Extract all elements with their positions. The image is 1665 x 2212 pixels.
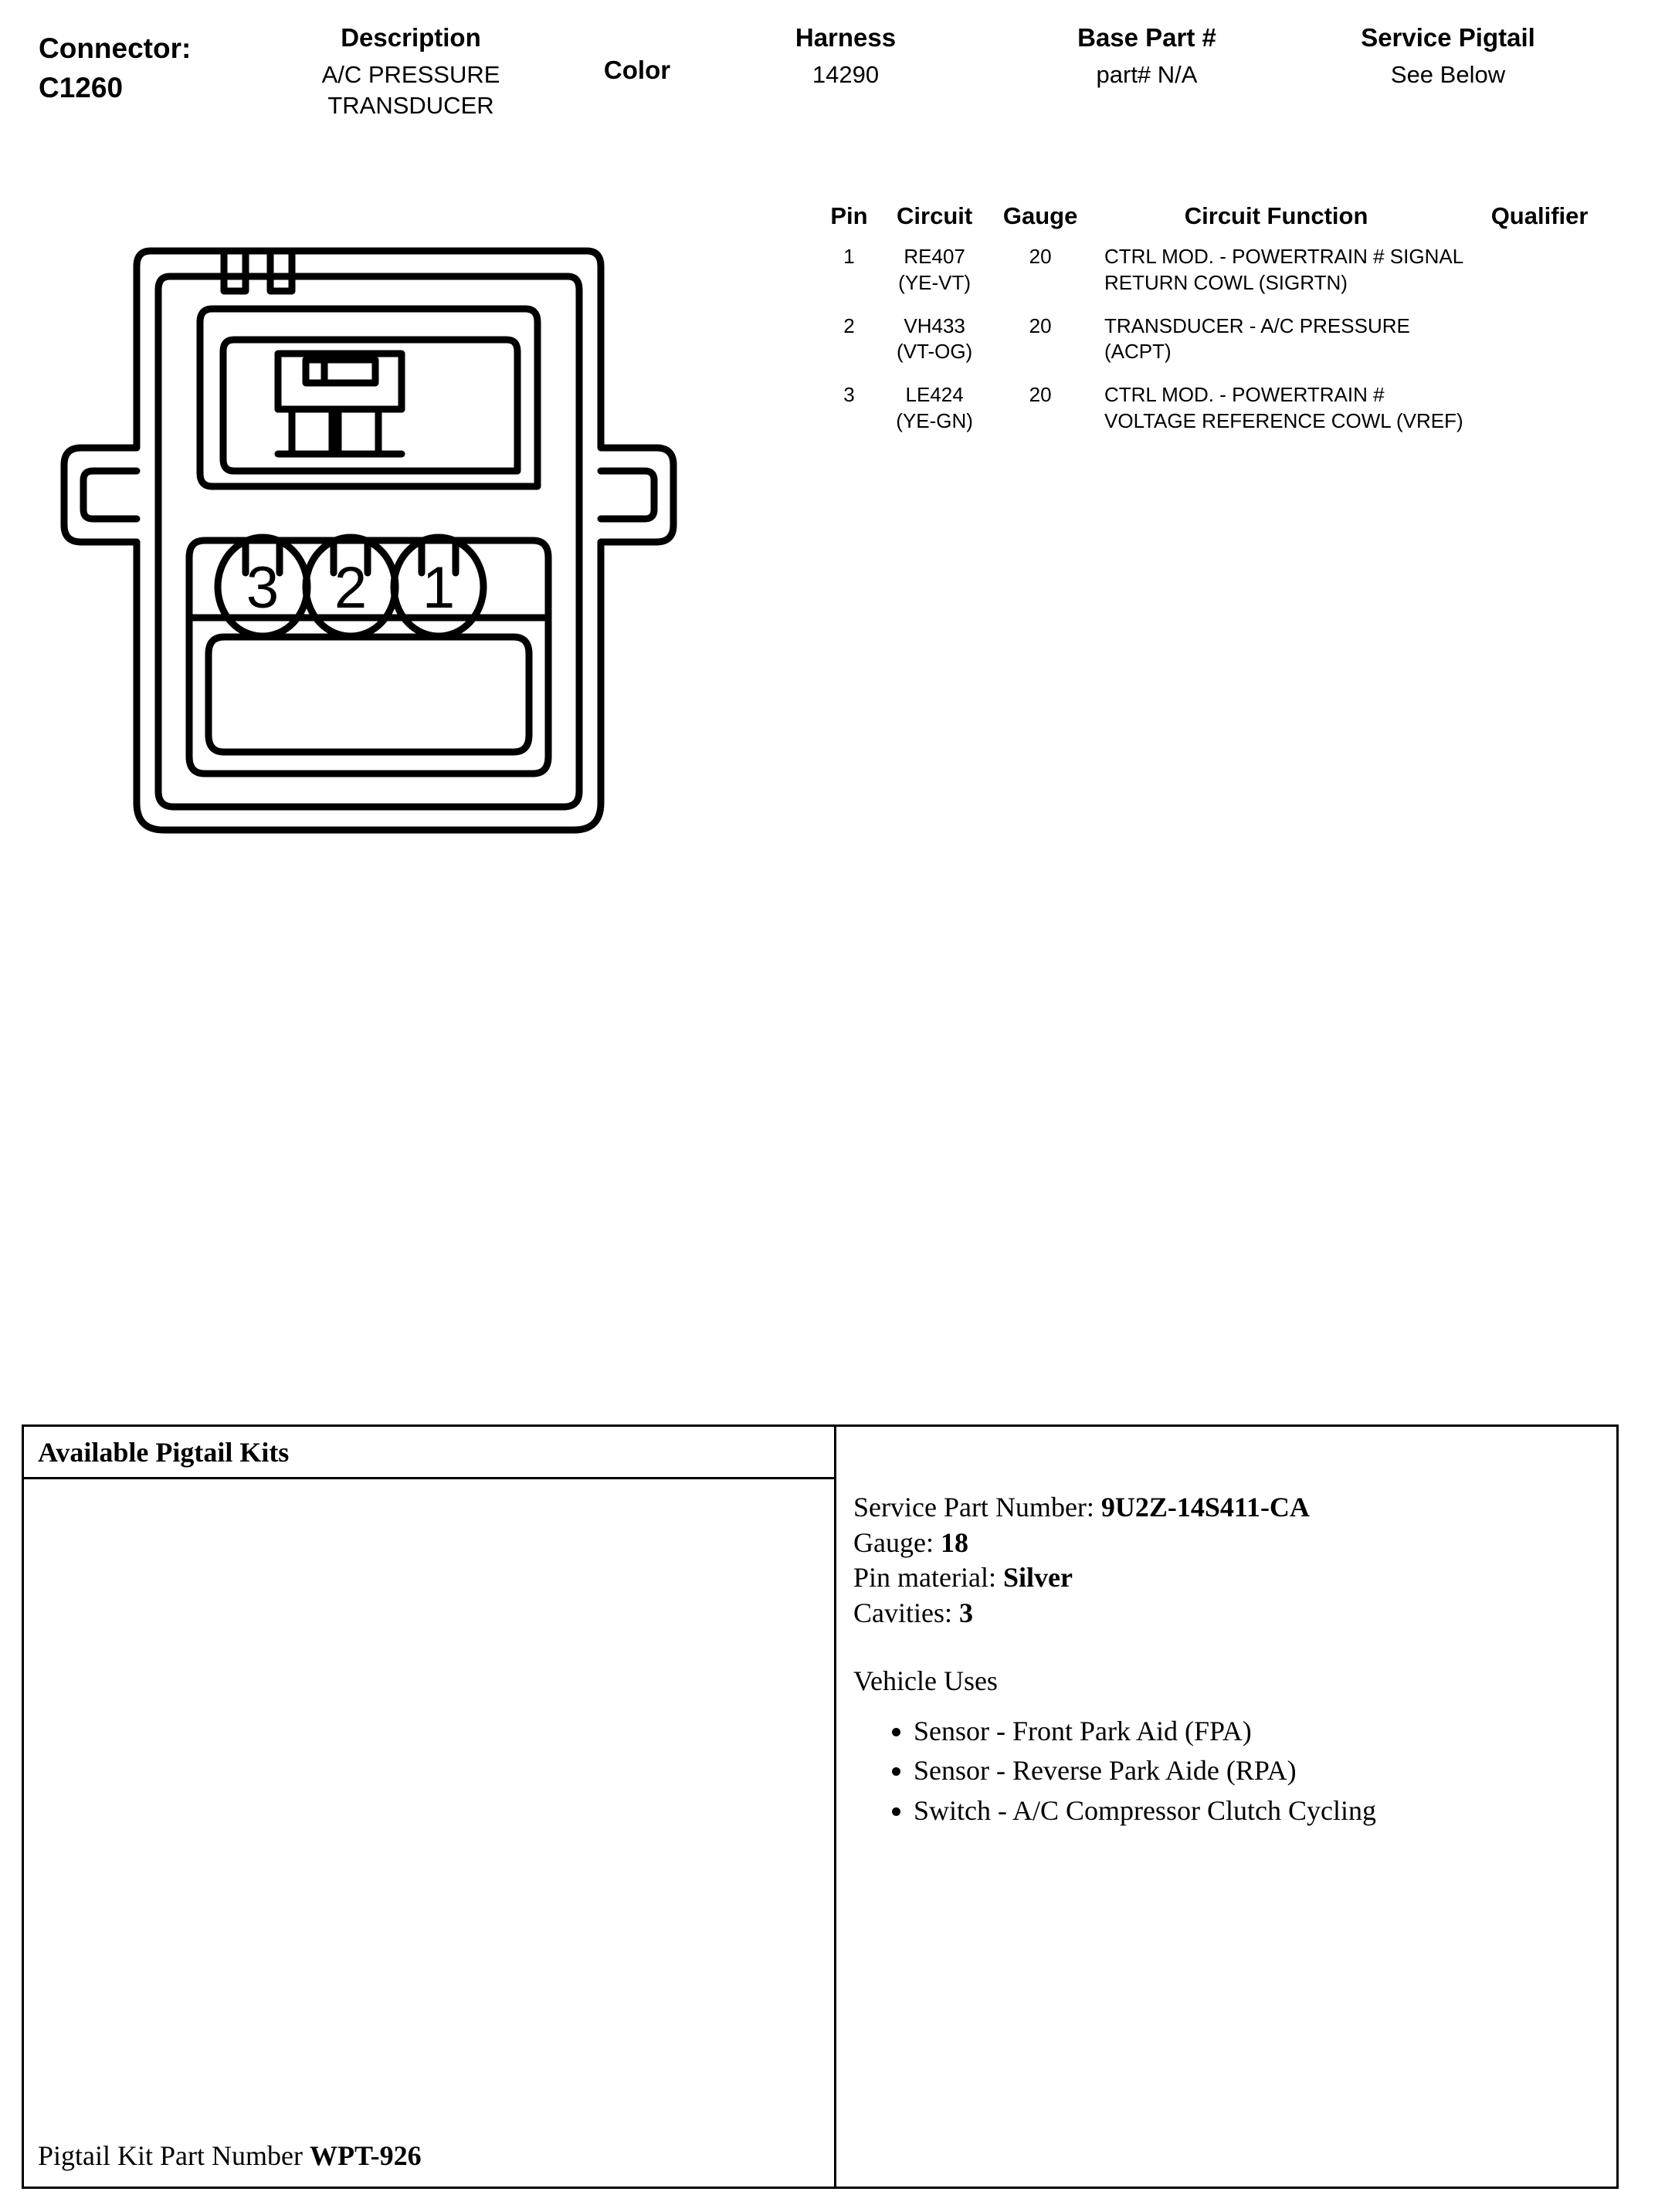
base-part-value: part# N/A [1096, 61, 1198, 88]
cell-gauge: 20 [1029, 313, 1052, 337]
harness-label: Harness [795, 23, 897, 52]
pin-table [822, 202, 1614, 452]
description-value: A/C PRESSURE TRANSDUCER [321, 61, 500, 119]
available-pigtail-kits-panel [22, 1424, 1619, 2189]
connector-label: Connector: [39, 32, 192, 64]
cell-qualifier [1465, 244, 1614, 313]
circuit-code: LE424 [905, 383, 964, 407]
service-pigtail-label: Service Pigtail [1361, 23, 1535, 52]
cavities-label: Cavities: [853, 1597, 959, 1629]
pigtail-kit-details-cell [843, 1479, 1619, 2189]
pigtail-kit-part-label: Pigtail Kit Part Number [38, 2140, 310, 2171]
cavity-label-3: 3 [246, 555, 280, 621]
circuit-code: RE407 [904, 245, 965, 268]
harness-value: 14290 [812, 61, 880, 88]
service-pigtail-block [1324, 23, 1572, 90]
vehicle-uses-title: Vehicle Uses [853, 1665, 998, 1696]
description-block [287, 23, 534, 120]
cell-gauge: 20 [1029, 383, 1052, 407]
table-row [822, 382, 1614, 452]
document-header [0, 0, 1665, 147]
pin-material-value: Silver [1002, 1562, 1073, 1594]
vehicle-uses-list [853, 1713, 1603, 1831]
header-qualifier: Qualifier [1490, 202, 1589, 229]
table-row [822, 313, 1614, 383]
connector-value: C1260 [39, 72, 124, 103]
service-part-number-line [853, 1490, 1603, 1526]
cell-qualifier [1465, 382, 1614, 452]
circuit-code: VH433 [904, 313, 965, 337]
pigtail-kit-image-cell [24, 1479, 836, 2189]
harness-block [768, 23, 923, 90]
cell-qualifier [1465, 313, 1614, 383]
pigtail-kits-title: Available Pigtail Kits [38, 1436, 290, 1468]
color-block [583, 56, 691, 92]
connector-id-block [39, 32, 278, 106]
pigtail-kits-title-cell [24, 1427, 836, 1479]
circuit-color: (YE-VT) [898, 270, 972, 294]
cell-pin: 3 [843, 383, 855, 407]
list-item: • Sensor - Reverse Park Aide (RPA) [914, 1753, 1603, 1790]
header-function: Circuit Function [1184, 202, 1368, 229]
cavity-label-2: 2 [334, 555, 368, 621]
service-part-number-label: Service Part Number: [853, 1492, 1101, 1523]
cell-pin: 2 [843, 313, 855, 337]
cavity-label-1: 1 [422, 555, 456, 621]
cavities-value: 3 [959, 1597, 973, 1629]
cell-circuit [876, 244, 993, 313]
base-part-block [1046, 23, 1247, 90]
table-row [822, 244, 1614, 313]
service-pigtail-value: See Below [1390, 61, 1506, 88]
cell-gauge: 20 [1029, 245, 1052, 268]
connector-diagram [46, 216, 811, 1027]
pigtail-kit-part-number [38, 2139, 422, 2172]
list-item: • Switch - A/C Compressor Clutch Cycling [914, 1793, 1603, 1830]
service-part-number-value: 9U2Z-14S411-CA [1100, 1492, 1310, 1523]
color-label: Color [603, 56, 671, 84]
list-item: • Sensor - Front Park Aid (FPA) [914, 1713, 1603, 1750]
description-label: Description [341, 23, 481, 52]
pin-table-header-row [822, 202, 1614, 244]
header-gauge: Gauge [1002, 202, 1078, 229]
pin-material-line [853, 1560, 1603, 1596]
header-pin: Pin [830, 202, 868, 229]
pigtail-kit-part-value: WPT-926 [309, 2140, 422, 2171]
circuit-color: (VT-OG) [897, 340, 973, 364]
cell-function: TRANSDUCER - A/C PRESSURE (ACPT) [1104, 313, 1410, 364]
cell-circuit [876, 382, 993, 452]
cavities-line [853, 1596, 1603, 1631]
circuit-color: (YE-GN) [896, 408, 973, 432]
pin-material-label: Pin material: [853, 1562, 1003, 1594]
gauge-value: 18 [940, 1526, 968, 1558]
gauge-line [853, 1526, 1603, 1561]
cell-function: CTRL MOD. - POWERTRAIN # VOLTAGE REFERENCE COWL (VREF) [1104, 383, 1463, 432]
cell-circuit [876, 313, 993, 383]
cell-pin: 1 [843, 245, 855, 268]
cell-function: CTRL MOD. - POWERTRAIN # SIGNAL RETURN COWL (SIGRTN) [1104, 245, 1463, 294]
header-circuit: Circuit [897, 202, 973, 229]
gauge-label: Gauge: [853, 1526, 941, 1558]
base-part-label: Base Part # [1077, 23, 1216, 52]
